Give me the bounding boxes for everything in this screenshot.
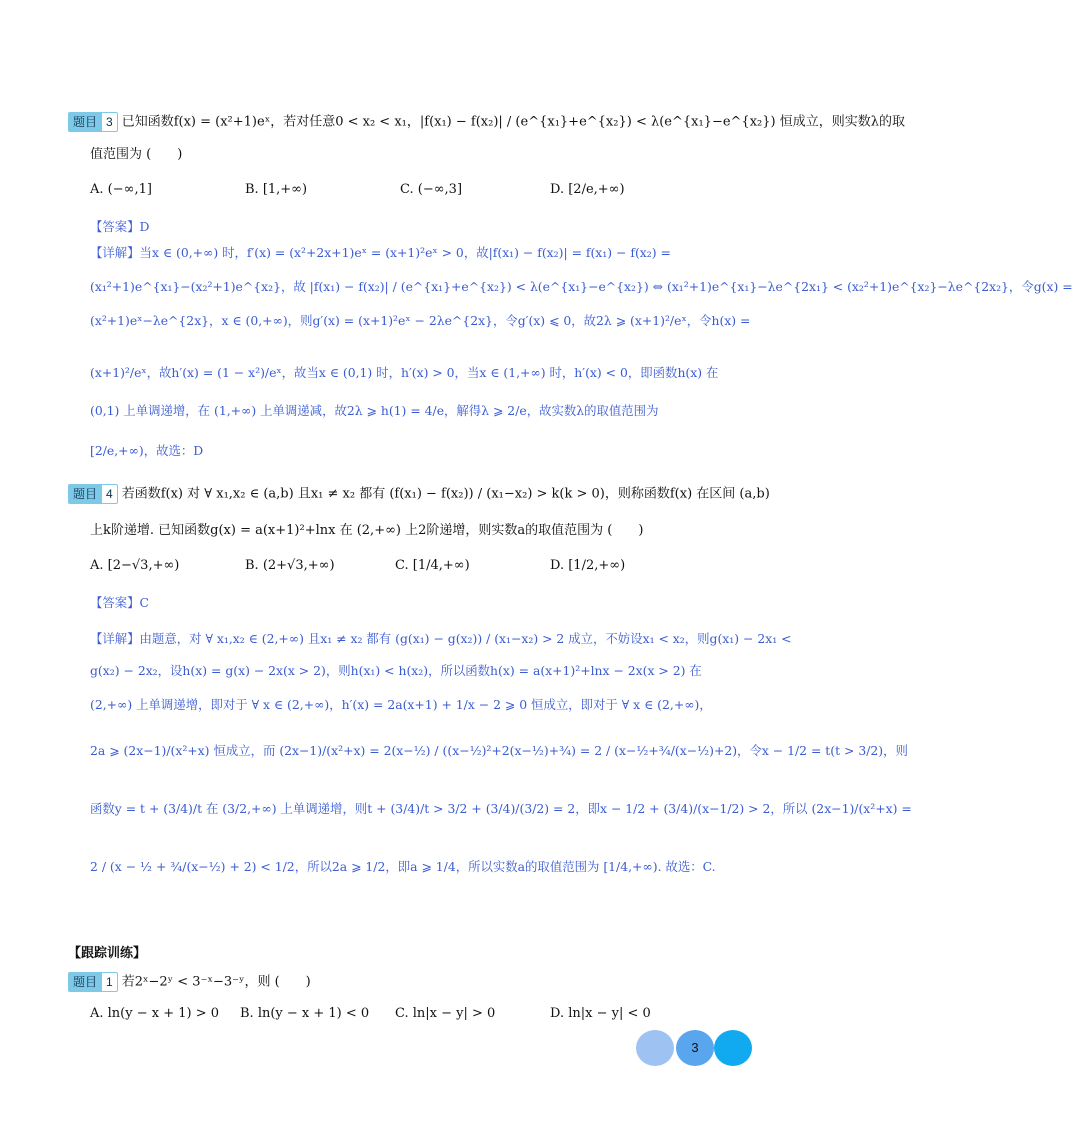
detail-line: g(x₂) − 2x₂，设h(x) = g(x) − 2x(x > 2)，则h(x₁) < h(x₂)，所以函数h(x) = a(x+1)²+lnx − 2x(x > 2) 在 bbox=[90, 663, 702, 678]
detail-line: (x²+1)eˣ−λe^{2x}，x ∈ (0,+∞)，则g′(x) = (x+1)²eˣ − 2λe^{2x}，令g′(x) ⩽ 0，故2λ ⩾ (x+1)²/eˣ，令h(x) = bbox=[90, 313, 751, 328]
detail-line: 【详解】当x ∈ (0,+∞) 时，f′(x) = (x²+2x+1)eˣ = (x+1)²eˣ > 0，故|f(x₁) − f(x₂)| = f(x₁) − f(x₂) = bbox=[90, 245, 671, 260]
badge-circle bbox=[636, 1030, 674, 1066]
badge-circle bbox=[714, 1030, 752, 1066]
problem-number: 3 bbox=[102, 112, 118, 132]
detail-line: (x+1)²/eˣ，故h′(x) = (1 − x²)/eˣ，故当x ∈ (0,1) 时，h′(x) > 0，当x ∈ (1,+∞) 时，h′(x) < 0，即函数h(x) 在 bbox=[90, 365, 719, 380]
option-c[interactable]: C. [1/4,+∞) bbox=[395, 558, 470, 573]
detail-line: (x₁²+1)e^{x₁}−(x₂²+1)e^{x₂}，故 |f(x₁) − f(x₂)| / (e^{x₁}+e^{x₂}) < λ(e^{x₁}−e^{x₂}) ⇔ (x₁²+1)e^{x₁}−λe^{2x₁} < (x₂²+1)e^{x₂}−λe^{2x₂}，令g(x) = bbox=[90, 279, 1073, 294]
problem-4-stem-line1 bbox=[68, 484, 770, 504]
option-a[interactable]: A. (−∞,1] bbox=[90, 182, 152, 197]
problem-3-text: 已知函数f(x) = (x²+1)eˣ，若对任意0 < x₂ < x₁，|f(x₁) − f(x₂)| / (e^{x₁}+e^{x₂}) < λ(e^{x₁}−e^{x₂}) 恒成立，则实数λ的取 bbox=[121, 114, 905, 130]
detail-line: 2a ⩾ (2x−1)/(x²+x) 恒成立，而 (2x−1)/(x²+x) = 2(x−½) / ((x−½)²+2(x−½)+¾) = 2 / (x−½+¾/(x−½)+2)，令x − 1/2 = t(t > 3/2)，则 bbox=[90, 743, 908, 758]
problem-3-stem-line1 bbox=[68, 112, 905, 132]
option-d[interactable]: D. [1/2,+∞) bbox=[550, 558, 626, 573]
problem-number: 1 bbox=[102, 972, 118, 992]
problem-tag: 题目 bbox=[68, 972, 102, 992]
problem-4-options bbox=[90, 558, 764, 578]
option-b[interactable]: B. ln(y − x + 1) < 0 bbox=[240, 1006, 370, 1021]
option-b[interactable]: B. [1,+∞) bbox=[245, 182, 308, 197]
problem-tag: 题目 bbox=[68, 112, 102, 132]
problem-tag: 题目 bbox=[68, 484, 102, 504]
problem-3 bbox=[68, 108, 1073, 468]
option-c[interactable]: C. ln|x − y| > 0 bbox=[395, 1006, 496, 1021]
option-d[interactable]: D. [2/e,+∞) bbox=[550, 182, 625, 197]
option-a[interactable]: A. [2−√3,+∞) bbox=[90, 558, 180, 573]
problem-3-answer: 【答案】D bbox=[90, 219, 150, 234]
follow-problem-1 bbox=[68, 972, 764, 1032]
option-c[interactable]: C. (−∞,3] bbox=[400, 182, 463, 197]
problem-4-stem-line2: 上k阶递增. 已知函数g(x) = a(x+1)²+lnx 在 (2,+∞) 上2阶递增，则实数a的取值范围为 ( ) bbox=[90, 523, 644, 538]
detail-line: 2 / (x − ½ + ¾/(x−½) + 2) < 1/2，所以2a ⩾ 1/2，即a ⩾ 1/4，所以实数a的取值范围为 [1/4,+∞). 故选：C. bbox=[90, 859, 716, 874]
option-a[interactable]: A. ln(y − x + 1) > 0 bbox=[90, 1006, 220, 1021]
problem-4-text: 若函数f(x) 对 ∀ x₁,x₂ ∈ (a,b) 且x₁ ≠ x₂ 都有 (f(x₁) − f(x₂)) / (x₁−x₂) > k(k > 0)，则称函数f(x) 在区间 (a,b) bbox=[121, 486, 770, 502]
follow-problem-1-text: 若2ˣ−2ʸ < 3⁻ˣ−3⁻ʸ，则 ( ) bbox=[121, 974, 311, 990]
detail-line: [2/e,+∞)，故选：D bbox=[90, 443, 204, 458]
problem-3-stem-line2: 值范围为 ( ) bbox=[90, 147, 183, 162]
follow-problem-1-stem bbox=[68, 972, 764, 992]
problem-4 bbox=[68, 480, 912, 900]
detail-line: 函数y = t + (3/4)/t 在 (3/2,+∞) 上单调递增，则t + (3/4)/t > 3/2 + (3/4)/(3/2) = 2，即x − 1/2 + (3/4)/(x−1/2) > 2，所以 (2x−1)/(x²+x) = bbox=[90, 801, 912, 816]
detail-line: (0,1) 上单调递增，在 (1,+∞) 上单调递减，故2λ ⩾ h(1) = 4/e，解得λ ⩾ 2/e，故实数λ的取值范围为 bbox=[90, 403, 659, 418]
problem-3-options bbox=[90, 182, 764, 202]
page-number-badge bbox=[636, 1030, 752, 1066]
problem-number: 4 bbox=[102, 484, 118, 504]
page-number: 3 bbox=[691, 1040, 699, 1055]
detail-line: (2,+∞) 上单调递增，即对于 ∀ x ∈ (2,+∞)，h′(x) = 2a(x+1) + 1/x − 2 ⩾ 0 恒成立，即对于 ∀ x ∈ (2,+∞)， bbox=[90, 697, 712, 712]
option-d[interactable]: D. ln|x − y| < 0 bbox=[550, 1006, 651, 1021]
problem-4-answer: 【答案】C bbox=[90, 595, 150, 610]
follow-problem-1-options bbox=[90, 1006, 764, 1026]
option-b[interactable]: B. (2+√3,+∞) bbox=[245, 558, 335, 573]
detail-line: 【详解】由题意，对 ∀ x₁,x₂ ∈ (2,+∞) 且x₁ ≠ x₂ 都有 (g(x₁) − g(x₂)) / (x₁−x₂) > 2 成立，不妨设x₁ < x₂，则g(x₁) − 2x₁ < bbox=[90, 631, 792, 646]
section-title: 【跟踪训练】 bbox=[68, 946, 147, 961]
